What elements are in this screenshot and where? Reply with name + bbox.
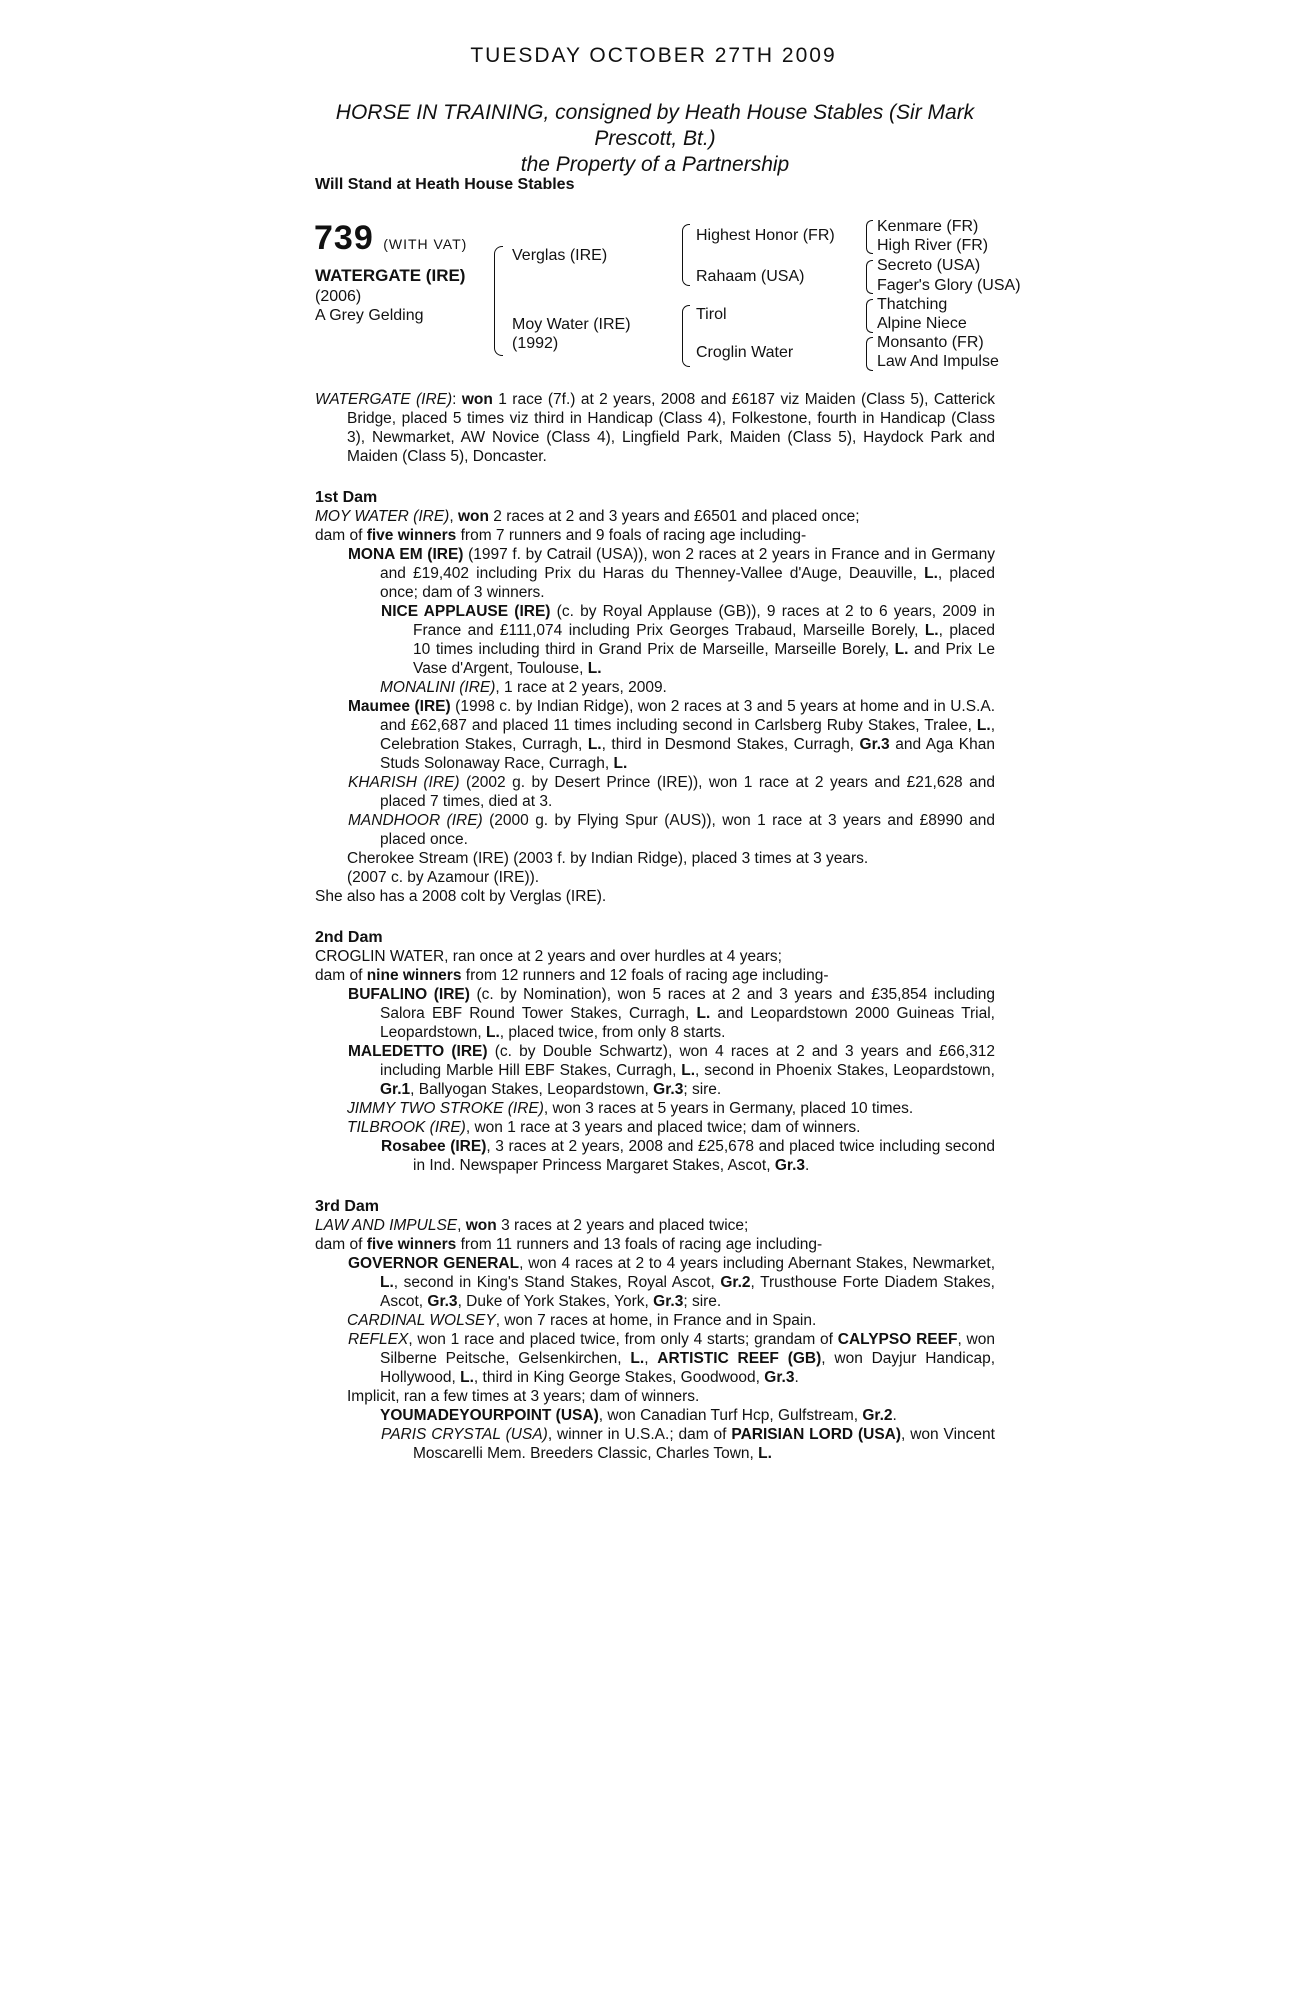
mona-em-text: (1997 f. by Catrail (USA)), won 2 races at 2 years in France and in Germany and £19,402 including Prix du Haras du Thenney-Vallee d'Auge, Deauville, [380,546,995,582]
group3-mark: Gr.3 [653,1081,684,1098]
dam1-line-1: MOY WATER (IRE), won 2 races at 2 and 3 years and £6501 and placed once; [315,508,860,525]
mona-em-name: MONA EM (IRE) [348,546,464,563]
bufalino-name: BUFALINO (IRE) [348,986,470,1003]
ped-g8: Law And Impulse [877,353,999,370]
maumee-name: Maumee (IRE) [348,698,451,715]
parisian-lord-name: PARISIAN LORD (USA) [731,1426,902,1443]
monalini-name: MONALINI (IRE) [380,679,496,696]
group2-mark: Gr.2 [720,1274,751,1291]
produce-cherokee-stream: Cherokee Stream (IRE) (2003 f. by Indian Ridge), placed 3 times at 3 years. [347,850,869,867]
calypso-reef-name: CALYPSO REEF [837,1331,958,1348]
governor-name: GOVERNOR GENERAL [348,1255,520,1272]
group3-mark: Gr.3 [764,1369,795,1386]
maledetto-tail: ; sire. [683,1081,722,1098]
maumee-mid3: and Aga Khan Studs Solonaway Race, Curragh, [380,736,996,772]
listed-mark: L. [460,1369,474,1386]
produce-jimmy-two-stroke [315,1099,995,1118]
produce-rosabee: Rosabee (IRE), 3 races at 2 years, 2008 and £25,678 and placed twice including second in Ind. Newspaper Princess Margaret Stakes, Ascot, Gr.3. [381,1138,995,1174]
ped-sire: Verglas (IRE) [512,247,608,264]
group3-mark: Gr.3 [774,1157,806,1174]
artistic-reef-name: ARTISTIC REEF (GB) [657,1350,822,1367]
governor-text: , won 4 races at 2 to 4 years including Abernant Stakes, Newmarket, [519,1255,996,1272]
group3-mark: Gr.3 [653,1293,684,1310]
sale-date: TUESDAY OCTOBER 27TH 2009 [470,44,837,67]
rosabee-name: Rosabee (IRE) [381,1138,487,1155]
race-record: WATERGATE (IRE): won 1 race (7f.) at 2 years, 2008 and £6187 viz Maiden (Class 5), Catterick Bridge, placed 5 times viz third in Handicap (Class 4), Folkestone, fourth in Handicap (Class 3), Newmarket, AW Novice (Class 4), Lingfield Park, Maiden (Class 5), Haydock Park and Maiden (Class 5), Doncaster. [315,391,995,465]
ped-g1: Kenmare (FR) [877,218,979,235]
governor-tail: ; sire. [683,1293,722,1310]
reflex-name: REFLEX [348,1331,409,1348]
dam3-name: LAW AND IMPULSE [315,1217,458,1234]
ped-sire-sire: Highest Honor (FR) [696,227,835,244]
dam3-pre: dam of [315,1236,363,1253]
dam3-heading: 3rd Dam [315,1198,380,1215]
produce-maledetto [315,1042,995,1099]
tilbrook-name: TILBROOK (IRE) [347,1119,466,1136]
brace-g4 [866,337,873,371]
dam3-line-1: LAW AND IMPULSE, won 3 races at 2 years and placed twice; [315,1217,749,1234]
paris-crystal-name: PARIS CRYSTAL (USA) [381,1426,548,1443]
governor-mid: , second in King's Stand Stakes, Royal Ascot, [393,1274,715,1291]
dam3-won: won [465,1217,497,1234]
jimmy-name: JIMMY TWO STROKE (IRE) [347,1100,544,1117]
nice-applause-mid: , placed 10 times including third in Grand Prix de Marseille, Marseille Borely, [413,622,995,658]
produce-reflex: REFLEX, won 1 race and placed twice, from only 4 starts; grandam of CALYPSO REEF, won Silberne Peitsche, Gelsenkirchen, L., ARTISTIC REEF (GB), won Dayjur Handicap, Hollywood, L., third in King George Stakes, Goodwood, Gr.3. [348,1331,995,1386]
group3-mark: Gr.3 [427,1293,458,1310]
ped-g6: Alpine Niece [877,315,967,332]
mandhoor-text: (2000 g. by Flying Spur (AUS)), won 1 race at 3 years and £8990 and placed once. [380,812,996,848]
reflex-mid: , won Silberne Peitsche, Gelsenkirchen, [380,1331,995,1367]
dam1-runners: from 7 runners and 9 foals of racing age including- [460,527,807,544]
ped-dam-year: (1992) [512,335,559,352]
produce-cardinal-wolsey [315,1311,995,1330]
listed-mark: L. [630,1350,645,1367]
ped-dam-sire: Tirol [696,306,727,323]
produce-bufalino [315,985,995,1042]
group1-mark: Gr.1 [380,1081,411,1098]
dam2-heading: 2nd Dam [315,929,383,946]
jimmy-text: , won 3 races at 5 years in Germany, placed 10 times. [543,1100,914,1117]
listed-mark: L. [976,717,991,734]
kharish-name: KHARISH (IRE) [348,774,460,791]
youmadeyourpoint-text: , won Canadian Turf Hcp, Gulfstream, [598,1407,859,1424]
produce-tilbrook [315,1118,995,1137]
reflex-text: , won 1 race and placed twice, from only 4 starts; grandam of [408,1331,833,1348]
produce-implicit: Implicit, ran a few times at 3 years; dam of winners. [347,1388,700,1405]
ped-g7: Monsanto (FR) [877,334,984,351]
ped-g4: Fager's Glory (USA) [877,277,1021,294]
maledetto-mid2: , Ballyogan Stakes, Leopardstown, [410,1081,649,1098]
listed-mark: L. [924,565,938,582]
bufalino-mid: and Leopardstown 2000 Guineas Trial, Leopardstown, [380,1005,995,1041]
dam1-winners: five winners [366,527,457,544]
ped-g3: Secreto (USA) [877,257,981,274]
brace-dam-parents [682,305,690,367]
tilbrook-text: , won 1 race at 3 years and placed twice; dam of winners. [465,1119,861,1136]
consignment-line-1: HORSE IN TRAINING, consigned by Heath House Stables (Sir Mark [335,101,975,124]
brace-g1 [866,220,873,254]
maumee-mid: , Celebration Stakes, Curragh, [380,717,995,753]
dam1-heading: 1st Dam [315,489,378,506]
catalogue-body [315,390,995,1463]
lot-number-block [314,220,467,262]
listed-mark: L. [924,622,939,639]
dam2-line-2 [315,966,995,985]
produce-paris-crystal [315,1425,995,1463]
listed-mark: L. [587,736,602,753]
listed-mark: L. [587,660,602,677]
produce-mandhoor [315,811,995,849]
dam1-also: She also has a 2008 colt by Verglas (IRE). [315,888,607,905]
ped-g5: Thatching [877,296,948,313]
dam3-winners: five winners [366,1236,457,1253]
stand-note: Will Stand at Heath House Stables [315,176,575,193]
paris-crystal-text: , winner in U.S.A.; dam of [547,1426,727,1443]
dam2-line-1: CROGLIN WATER, ran once at 2 years and over hurdles at 4 years; [315,948,782,965]
produce-youmadeyourpoint: YOUMADEYOURPOINT (USA), won Canadian Turf Hcp, Gulfstream, Gr.2. [380,1407,897,1424]
dam1-pre: dam of [315,527,363,544]
dam3-runners: from 11 runners and 13 foals of racing age including- [460,1236,823,1253]
listed-mark: L. [486,1024,500,1041]
group2-mark: Gr.2 [862,1407,893,1424]
horse-name: WATERGATE (IRE) [315,266,466,285]
reflex-mid3: , third in King George Stakes, Goodwood, [473,1369,760,1386]
governor-mid3: , Duke of York Stakes, York, [457,1293,649,1310]
record-won: won [461,391,493,408]
kharish-text: (2002 g. by Desert Prince (IRE)), won 1 race at 2 years and £21,628 and placed 7 times, died at 3. [380,774,995,810]
listed-mark: L. [681,1062,696,1079]
record-horse-name: WATERGATE (IRE) [315,391,453,408]
youmadeyourpoint-name: YOUMADEYOURPOINT (USA) [380,1407,599,1424]
dam2-runners: from 12 runners and 12 foals of racing age including- [465,967,829,984]
dam1-line-2 [315,526,995,545]
dam1-won: won [457,508,489,525]
dam2-pre: dam of [315,967,363,984]
vat-note: (WITH VAT) [383,236,468,252]
bufalino-tail: , placed twice, from only 8 starts. [499,1024,726,1041]
mandhoor-name: MANDHOOR (IRE) [348,812,483,829]
produce-mona-em [315,545,995,602]
governor-mid2: , Trusthouse Forte Diadem Stakes, Ascot, [380,1274,995,1310]
ped-dam: Moy Water (IRE) [512,316,631,333]
lot-number: 739 [314,219,374,257]
dam3-rest: 3 races at 2 years and placed twice; [501,1217,749,1234]
brace-sire-parents [682,224,690,286]
horse-description: A Grey Gelding [315,307,424,324]
mona-em-tail: , placed once; dam of 3 winners. [380,565,995,601]
consignment-line-3: the Property of a Partnership [520,153,790,176]
maledetto-text: (c. by Double Schwartz), won 4 races at 2 and 3 years and £66,312 including Marble Hill EBF Stakes, Curragh, [380,1043,996,1079]
maumee-mid2: , third in Desmond Stakes, Curragh, [601,736,854,753]
listed-mark: L. [696,1005,711,1022]
monalini-text: , 1 race at 2 years, 2009. [495,679,667,696]
dam1-name: MOY WATER (IRE) [315,508,450,525]
rosabee-text: , 3 races at 2 years, 2008 and £25,678 and placed twice including second in Ind. Newspaper Princess Margaret Stakes, Ascot, [413,1138,995,1174]
ped-dam-dam: Croglin Water [696,344,794,361]
produce-governor-general [315,1254,995,1311]
produce-monalini [315,678,995,697]
maledetto-name: MALEDETTO (IRE) [348,1043,488,1060]
bufalino-text: (c. by Nomination), won 5 races at 2 and 3 years and £35,854 including Salora EBF Round Tower Stakes, Curragh, [380,986,995,1022]
produce-nice-applause [315,602,995,678]
paris-crystal-tail: , won Vincent Moscarelli Mem. Breeders Classic, Charles Town, [413,1426,995,1462]
record-text: 1 race (7f.) at 2 years, 2008 and £6187 viz Maiden (Class 5), Catterick Bridge, placed 5 times viz third in Handicap (Class 4), Folkestone, fourth in Handicap (Class 3), Newmarket, AW Novice (Class 4), Lingfield Park, Maiden (Class 5), Haydock Park and Maiden (Class 5), Doncaster. [347,391,995,465]
ped-g2: High River (FR) [877,237,989,254]
brace-g2 [866,260,873,294]
nice-applause-name: NICE APPLAUSE (IRE) [381,603,551,620]
listed-mark: L. [613,755,628,772]
listed-mark: L. [758,1445,772,1462]
consignment-heading [330,100,980,178]
dam2-winners: nine winners [366,967,462,984]
reflex-mid2: , won Dayjur Handicap, Hollywood, [380,1350,995,1386]
cardinal-text: , won 7 races at home, in France and in Spain. [495,1312,817,1329]
maumee-text: (1998 c. by Indian Ridge), won 2 races at 3 and 5 years at home and in U.S.A. and £62,687 and placed 11 times including second in Carlsberg Ruby Stakes, Tralee, [380,698,995,734]
brace-sire-dam [494,246,503,356]
group3-mark: Gr.3 [859,736,890,753]
produce-maumee [315,697,995,773]
ped-sire-dam: Rahaam (USA) [696,268,805,285]
produce-azamour-colt: (2007 c. by Azamour (IRE)). [347,869,540,886]
brace-g3 [866,299,873,333]
nice-applause-text: (c. by Royal Applause (GB)), 9 races at 2 to 6 years, 2009 in France and £111,074 including Prix Georges Trabaud, Marseille Borely, [413,603,995,639]
listed-mark: L. [894,641,909,658]
horse-year: (2006) [315,288,362,305]
listed-mark: L. [380,1274,394,1291]
dam1-rest: 2 races at 2 and 3 years and £6501 and placed once; [493,508,860,525]
consignment-line-2: Prescott, Bt.) [594,127,716,150]
maledetto-mid: , second in Phoenix Stakes, Leopardstown, [695,1062,995,1079]
cardinal-name: CARDINAL WOLSEY [347,1312,496,1329]
produce-kharish [315,773,995,811]
nice-applause-mid2: and Prix Le Vase d'Argent, Toulouse, [413,641,995,677]
dam3-line-2 [315,1235,995,1254]
